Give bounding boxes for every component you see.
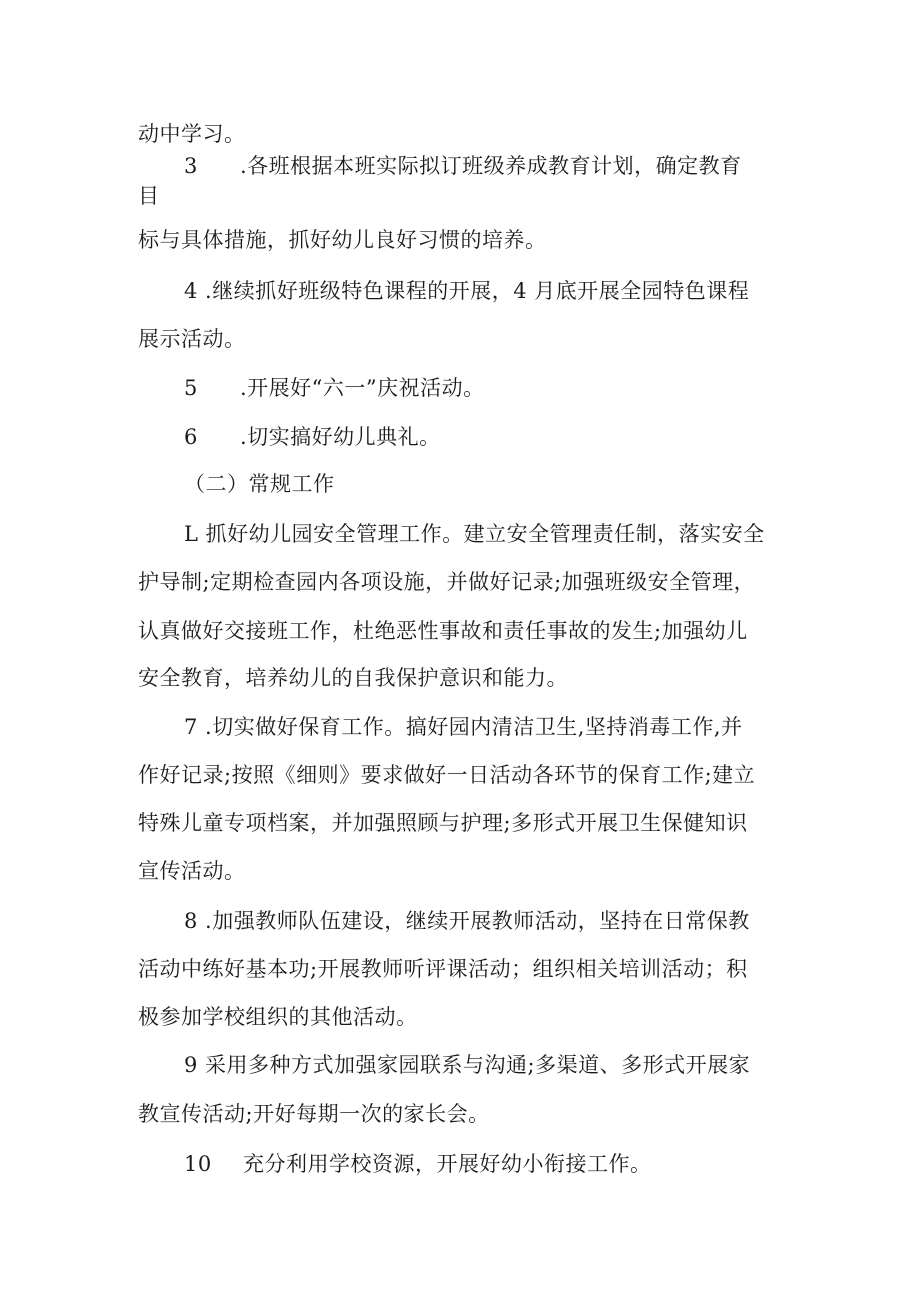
text-line: .切实搞好幼儿典礼。 [240,425,441,449]
list-number: 5 [184,376,198,400]
text-line: 动中学习。 [138,122,246,146]
text-line: 充分利用学校资源，开展好幼小衔接工作。 [243,1152,652,1176]
text-line: 教宣传活动;开好每期一次的家长会。 [138,1102,490,1126]
text-line: 8 .加强教师队伍建设，继续开展教师活动，坚持在日常保教 [184,909,750,933]
text-line: 活动中练好基本功;开展教师听评课活动；组织相关培训活动；积 [138,957,748,981]
text-line: 目 [138,184,160,208]
text-line: 7 .切实做好保育工作。搞好园内清洁卫生,坚持消毒工作,并 [184,715,743,739]
text-line: 宣传活动。 [138,859,246,883]
text-line: 标与具体措施，抓好幼儿良好习惯的培养。 [138,228,547,252]
text-line: 作好记录;按照《细则》要求做好一日活动各环节的保育工作;建立 [138,763,756,787]
text-line: 极参加学校组织的其他活动。 [138,1005,418,1029]
text-line: 展示活动。 [138,327,246,351]
text-line: 护导制;定期检查园内各项设施，并做好记录;加强班级安全管理， [138,570,756,594]
text-line: 安全教育，培养幼儿的自我保护意识和能力。 [138,666,568,690]
text-line: 认真做好交接班工作，杜绝恶性事故和责任事故的发生;加强幼儿 [138,619,748,643]
text-line: 9 采用多种方式加强家园联系与沟通;多渠道、多形式开展家 [184,1053,751,1077]
list-number: 6 [184,425,198,449]
list-number: 10 [184,1152,212,1176]
section-heading: （二）常规工作 [184,472,335,496]
text-line: .各班根据本班实际拟订班级养成教育计划，确定教育 [240,154,742,178]
text-line: .开展好“六一”庆祝活动。 [240,376,485,400]
text-line: 4 .继续抓好班级特色课程的开展，4 月底开展全园特色课程 [184,279,750,303]
text-line: 特殊儿童专项档案，并加强照顾与护理;多形式开展卫生保健知识 [138,811,748,835]
list-number: 3 [184,154,198,178]
text-line: L 抓好幼儿园安全管理工作。建立安全管理责任制，落实安全 [184,522,765,546]
